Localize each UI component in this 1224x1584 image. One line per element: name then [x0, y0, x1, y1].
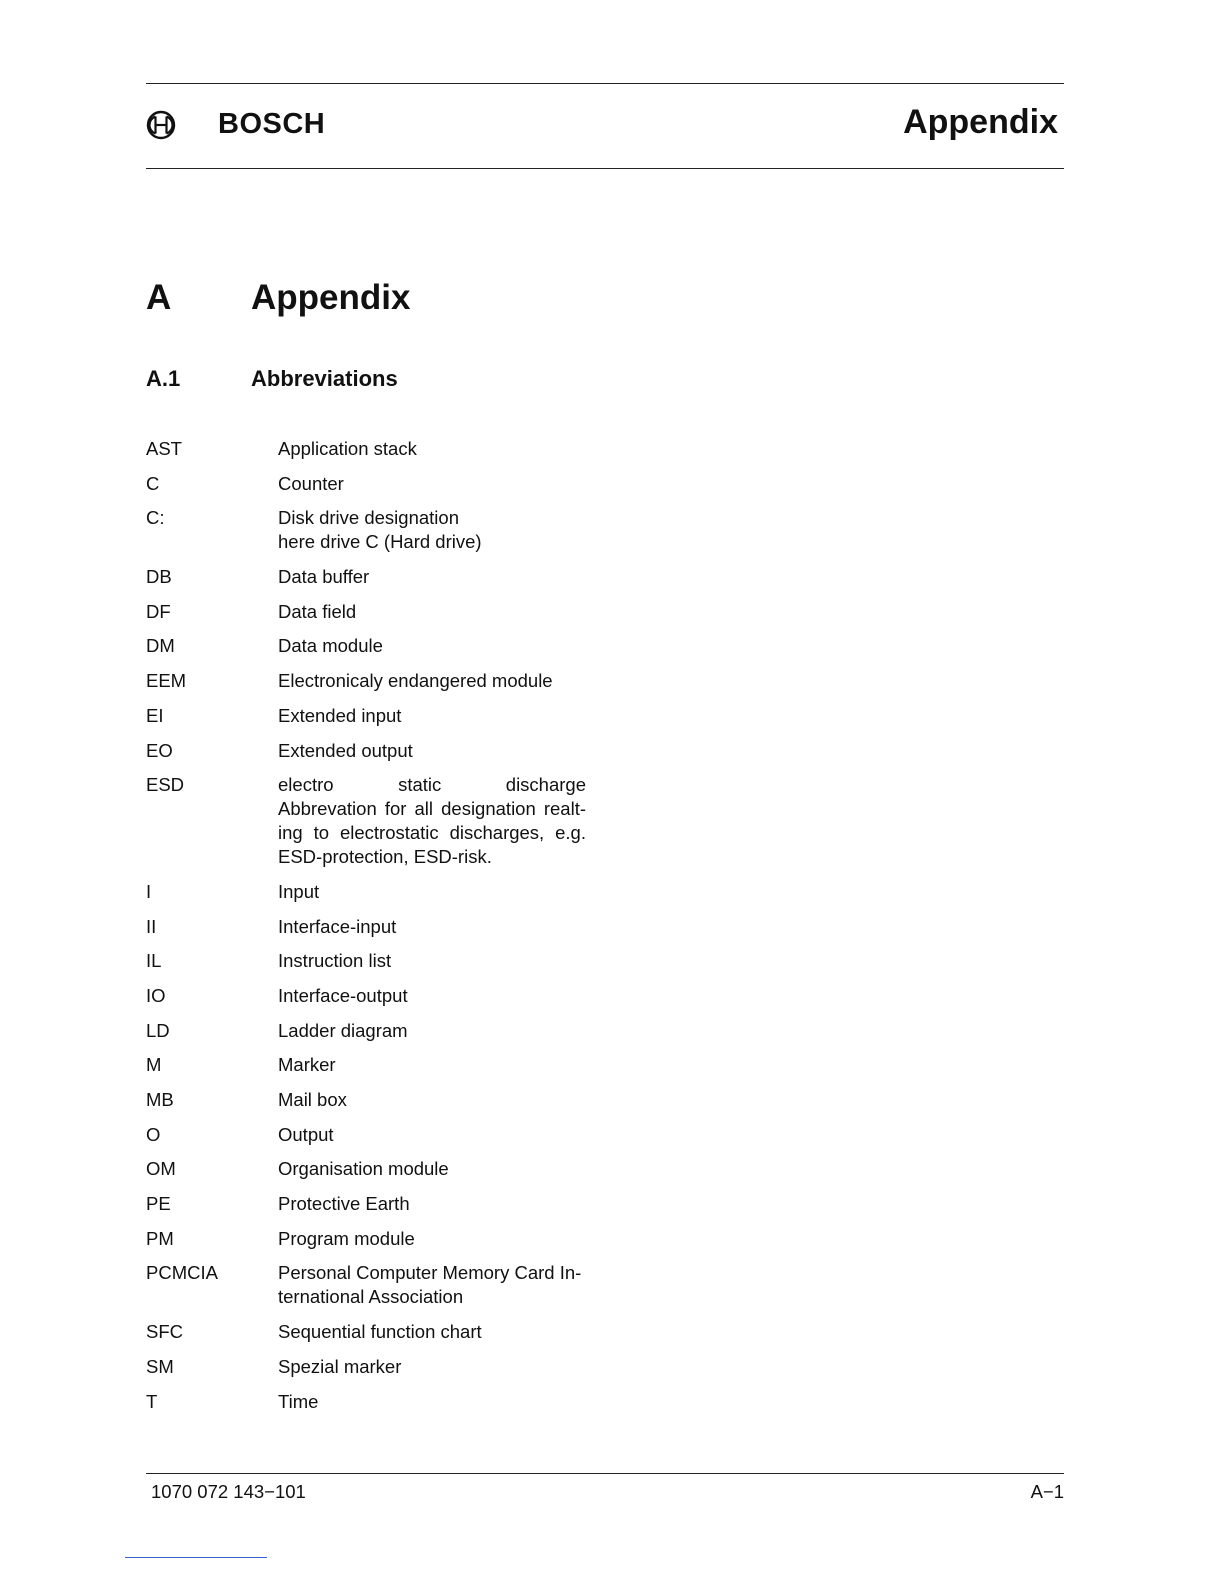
- definition-line: Interface-output: [278, 984, 408, 1006]
- definition-line: electro static discharge: [278, 774, 586, 796]
- definition-line: Data module: [278, 635, 383, 657]
- abbreviation-row: [146, 880, 606, 904]
- chapter-number: A: [146, 278, 172, 317]
- definition-line: Program module: [278, 1227, 415, 1249]
- abbreviation-row: [146, 1390, 606, 1414]
- abbreviation-definition: [278, 739, 586, 763]
- brand-name: BOSCH: [218, 108, 326, 140]
- section-number: A.1: [146, 366, 181, 391]
- definition-line: Input: [278, 880, 320, 902]
- abbreviation-term: C: [146, 472, 160, 494]
- abbreviation-definition: [278, 1157, 586, 1181]
- definition-line: Counter: [278, 472, 344, 494]
- definition-line: Extended input: [278, 704, 402, 726]
- abbreviation-row: [146, 600, 606, 624]
- definition-line: Time: [278, 1390, 319, 1412]
- abbreviation-term: M: [146, 1054, 162, 1076]
- definition-line: Extended output: [278, 739, 413, 761]
- header-top-rule: [146, 83, 1064, 84]
- abbreviation-term: PCMCIA: [146, 1262, 218, 1284]
- abbreviation-term: IO: [146, 984, 166, 1006]
- chapter-title: Appendix: [251, 278, 411, 317]
- abbreviation-term: DM: [146, 635, 175, 657]
- abbreviation-row: [146, 1157, 606, 1181]
- abbreviation-definition: [278, 634, 586, 658]
- abbreviation-definition: [278, 1192, 586, 1216]
- abbreviation-term: MB: [146, 1089, 174, 1110]
- definition-line: Spezial marker: [278, 1355, 402, 1377]
- abbreviation-row: [146, 1123, 606, 1147]
- abbreviation-row: [146, 634, 606, 658]
- abbreviation-definition: [278, 1320, 586, 1344]
- abbreviation-row: [146, 1320, 606, 1344]
- abbreviation-term: II: [146, 915, 157, 937]
- definition-line: Abbrevation for all designation realt-: [278, 798, 586, 820]
- definition-line: Instruction list: [278, 950, 392, 972]
- abbreviation-row: [146, 704, 606, 728]
- abbreviation-row: [146, 1088, 606, 1112]
- definition-line: Electronicaly endangered module: [278, 670, 553, 692]
- header-title: Appendix: [903, 103, 1058, 141]
- definition-line: Mail box: [278, 1089, 347, 1110]
- definition-line: Ladder diagram: [278, 1019, 408, 1041]
- abbreviation-definition: [278, 565, 586, 589]
- definition-line: Application stack: [278, 438, 417, 459]
- abbreviation-definition: [278, 1053, 586, 1077]
- abbreviation-row: [146, 915, 606, 939]
- footer-rule: [146, 1473, 1064, 1474]
- definition-line: Interface-input: [278, 915, 397, 937]
- definition-line: ESD-protection, ESD-risk.: [278, 846, 492, 868]
- abbreviation-term: LD: [146, 1019, 170, 1041]
- abbreviation-row: [146, 1261, 606, 1309]
- abbreviation-definition: [278, 773, 586, 869]
- section-title: Abbreviations: [251, 366, 398, 391]
- definition-line: ing to electrostatic discharges, e.g.: [278, 822, 586, 844]
- abbreviation-definition: [278, 984, 586, 1008]
- abbreviation-row: [146, 1227, 606, 1251]
- abbreviation-definition: [278, 1019, 586, 1043]
- abbreviation-row: [146, 739, 606, 763]
- abbreviation-term: EI: [146, 704, 164, 726]
- abbreviation-definition: [278, 437, 586, 461]
- abbreviation-term: ESD: [146, 774, 185, 796]
- abbreviation-term: DF: [146, 600, 171, 622]
- abbreviation-row: [146, 565, 606, 589]
- definition-line: Protective Earth: [278, 1193, 410, 1215]
- abbreviation-definition: [278, 600, 586, 624]
- definition-line: Disk drive designation: [278, 507, 459, 529]
- abbreviation-definition: [278, 949, 586, 973]
- definition-line: Data buffer: [278, 566, 370, 588]
- definition-line: ternational Association: [278, 1286, 464, 1308]
- abbreviation-term: O: [146, 1123, 161, 1145]
- abbreviation-term: DB: [146, 566, 172, 588]
- abbreviation-term: I: [146, 880, 152, 902]
- abbreviation-definition: [278, 704, 586, 728]
- definition-line: here drive C (Hard drive): [278, 531, 482, 553]
- abbreviation-term: AST: [146, 438, 182, 459]
- definition-line: Organisation module: [278, 1158, 449, 1180]
- abbreviation-definition: [278, 669, 586, 693]
- abbreviation-definition: [278, 1088, 586, 1112]
- document-number: 1070 072 143−101: [151, 1481, 306, 1502]
- definition-line: Personal Computer Memory Card In-: [278, 1262, 582, 1284]
- abbreviation-term: T: [146, 1390, 158, 1412]
- bosch-armature-icon: [146, 110, 176, 140]
- corner-link-underline: [125, 1557, 267, 1558]
- abbreviation-row: [146, 669, 606, 693]
- abbreviation-term: SFC: [146, 1321, 183, 1343]
- abbreviation-row: [146, 1019, 606, 1043]
- abbreviation-definition: [278, 915, 586, 939]
- abbreviation-row: [146, 1192, 606, 1216]
- abbreviation-row: [146, 773, 606, 869]
- abbreviation-definition: [278, 1123, 586, 1147]
- abbreviation-term: EO: [146, 739, 173, 761]
- abbreviation-row: [146, 472, 606, 496]
- abbreviation-definition: [278, 1261, 586, 1309]
- abbreviation-row: [146, 984, 606, 1008]
- abbreviation-row: [146, 1355, 606, 1379]
- definition-line: Marker: [278, 1054, 336, 1076]
- abbreviation-term: IL: [146, 950, 162, 972]
- abbreviation-term: PM: [146, 1227, 174, 1249]
- abbreviation-term: PE: [146, 1193, 171, 1215]
- definition-line: Output: [278, 1123, 334, 1145]
- header-bottom-rule: [146, 168, 1064, 169]
- abbreviation-list: [146, 437, 606, 1424]
- abbreviation-definition: [278, 1355, 586, 1379]
- abbreviation-term: OM: [146, 1158, 176, 1180]
- definition-line: Data field: [278, 600, 357, 622]
- abbreviation-row: [146, 1053, 606, 1077]
- abbreviation-term: C:: [146, 507, 165, 529]
- abbreviation-row: [146, 949, 606, 973]
- abbreviation-definition: [278, 1390, 586, 1414]
- page-number: A−1: [1030, 1481, 1064, 1502]
- abbreviation-definition: [278, 1227, 586, 1251]
- abbreviation-definition: [278, 506, 586, 554]
- definition-line: Sequential function chart: [278, 1321, 482, 1343]
- abbreviation-term: EEM: [146, 670, 187, 692]
- abbreviation-definition: [278, 880, 586, 904]
- abbreviation-row: [146, 506, 606, 554]
- abbreviation-definition: [278, 472, 586, 496]
- abbreviation-row: [146, 437, 606, 461]
- abbreviation-term: SM: [146, 1355, 174, 1377]
